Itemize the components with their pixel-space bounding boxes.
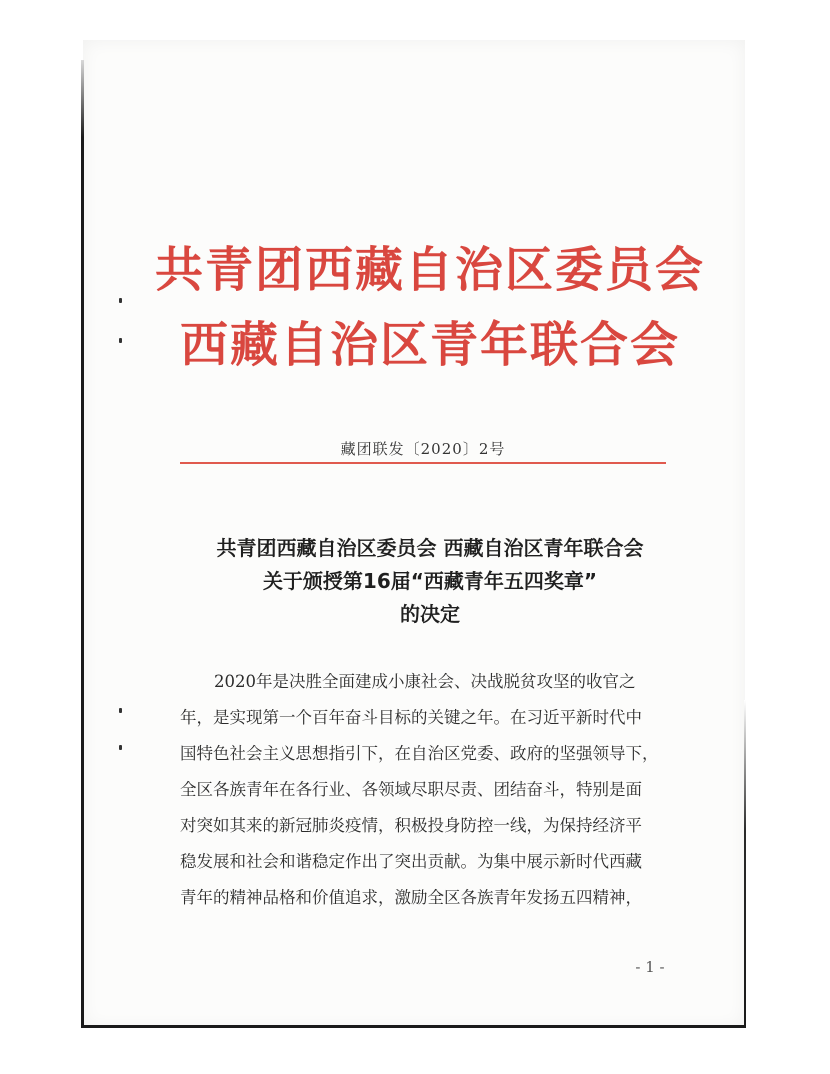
red-separator-line — [180, 462, 666, 464]
body-text-line: 对突如其来的新冠肺炎疫情，积极投身防控一线，为保持经济平 — [180, 816, 642, 835]
page-edge-bottom — [81, 1025, 746, 1028]
body-text-line: 2020年是决胜全面建成小康社会、决战脱贫攻坚的收官之 — [214, 672, 636, 691]
body-text-line: 稳发展和社会和谐稳定作出了突出贡献。为集中展示新时代西藏 — [180, 852, 642, 871]
document-number: 藏团联发〔2020〕2号 — [340, 440, 506, 458]
document-title-line-3: 的决定 — [400, 602, 460, 626]
page-number: - 1 - — [635, 958, 665, 976]
binding-hole-mark — [119, 298, 122, 303]
binding-hole-mark — [119, 745, 122, 750]
body-text-line: 全区各族青年在各行业、各领域尽职尽责、团结奋斗，特别是面 — [180, 780, 642, 799]
document-title-line-2: 关于颁授第16届“西藏青年五四奖章” — [262, 569, 598, 593]
binding-hole-mark — [119, 708, 122, 713]
body-text-line: 国特色社会主义思想指引下，在自治区党委、政府的坚强领导下， — [180, 744, 659, 763]
document-title-line-1: 共青团西藏自治区委员会 西藏自治区青年联合会 — [216, 536, 644, 560]
body-text-line: 年，是实现第一个百年奋斗目标的关键之年。在习近平新时代中 — [180, 708, 642, 727]
body-text-line: 青年的精神品格和价值追求，激励全区各族青年发扬五四精神， — [180, 888, 642, 907]
page-edge-right — [744, 700, 746, 1028]
page-edge-left — [81, 60, 84, 1028]
binding-hole-mark — [119, 338, 122, 343]
issuer-name-line-1: 共青团西藏自治区委员会 — [154, 242, 705, 298]
issuer-name-line-2: 西藏自治区青年联合会 — [179, 317, 680, 373]
